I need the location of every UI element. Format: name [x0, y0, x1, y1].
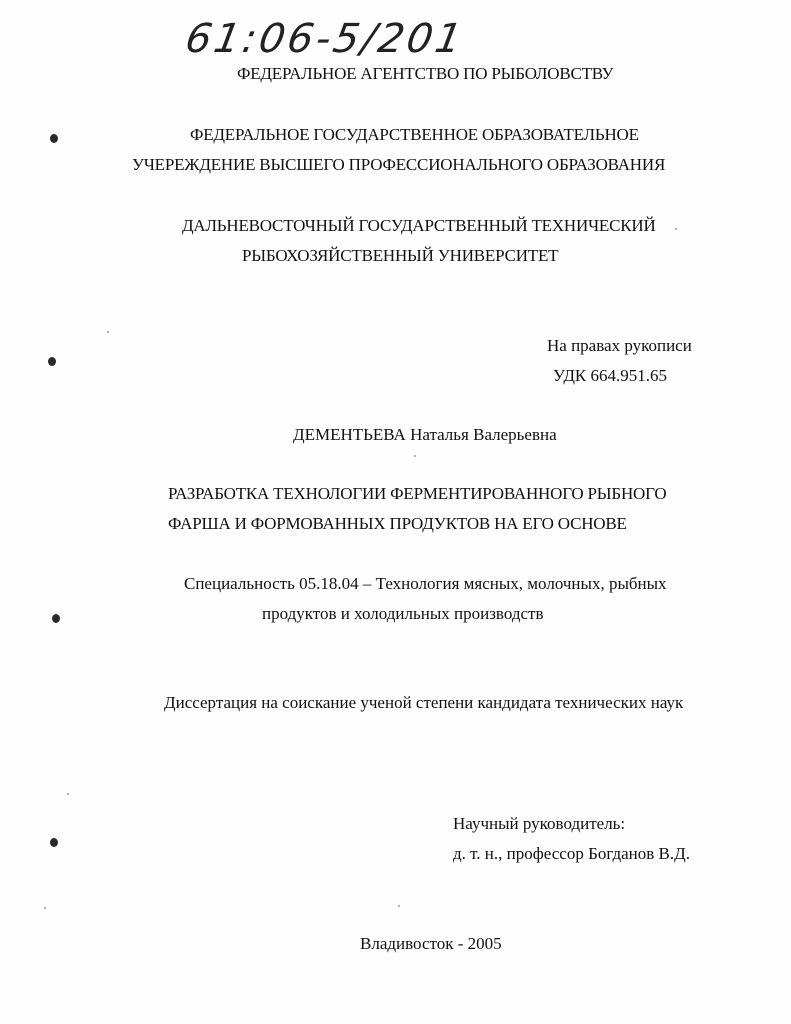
- scan-mark: [50, 838, 58, 847]
- handwritten-catalog-number: 61:06-5/201: [181, 16, 469, 62]
- scan-speck: [675, 228, 677, 230]
- thesis-title-line-1: РАЗРАБОТКА ТЕХНОЛОГИИ ФЕРМЕНТИРОВАННОГО РЫБНОГО: [168, 484, 667, 503]
- thesis-title-line-2: ФАРША И ФОРМОВАННЫХ ПРОДУКТОВ НА ЕГО ОСНОВЕ: [168, 514, 627, 533]
- agency-name: ФЕДЕРАЛЬНОЕ АГЕНТСТВО ПО РЫБОЛОВСТВУ: [237, 64, 614, 83]
- university-line-2: РЫБОХОЗЯЙСТВЕННЫЙ УНИВЕРСИТЕТ: [242, 246, 559, 265]
- manuscript-rights: На правах рукописи: [547, 336, 692, 355]
- supervisor-name: д. т. н., профессор Богданов В.Д.: [453, 844, 690, 863]
- author-name: ДЕМЕНТЬЕВА Наталья Валерьевна: [293, 425, 557, 444]
- scan-mark: [52, 614, 60, 623]
- scan-speck: [44, 907, 46, 909]
- specialty-line-1: Специальность 05.18.04 – Технология мясных, молочных, рыбных: [184, 574, 667, 593]
- degree-statement: Диссертация на соискание ученой степени кандидата технических наук: [164, 693, 684, 712]
- specialty-line-2: продуктов и холодильных производств: [262, 604, 544, 623]
- scan-speck: [414, 455, 416, 457]
- institution-line-1: ФЕДЕРАЛЬНОЕ ГОСУДАРСТВЕННОЕ ОБРАЗОВАТЕЛЬНОЕ: [190, 125, 639, 144]
- university-line-1: ДАЛЬНЕВОСТОЧНЫЙ ГОСУДАРСТВЕННЫЙ ТЕХНИЧЕСКИЙ: [182, 216, 656, 235]
- city-year: Владивосток - 2005: [360, 934, 502, 953]
- scan-mark: [50, 134, 58, 143]
- scan-speck: [67, 793, 69, 795]
- supervisor-label: Научный руководитель:: [453, 814, 626, 833]
- scan-speck: [107, 331, 109, 333]
- scan-mark: [48, 357, 56, 366]
- institution-line-2: УЧЕРЕЖДЕНИЕ ВЫСШЕГО ПРОФЕССИОНАЛЬНОГО ОБРАЗОВАНИЯ: [132, 155, 666, 174]
- udk-code: УДК 664.951.65: [553, 366, 668, 385]
- scan-speck: [398, 905, 400, 907]
